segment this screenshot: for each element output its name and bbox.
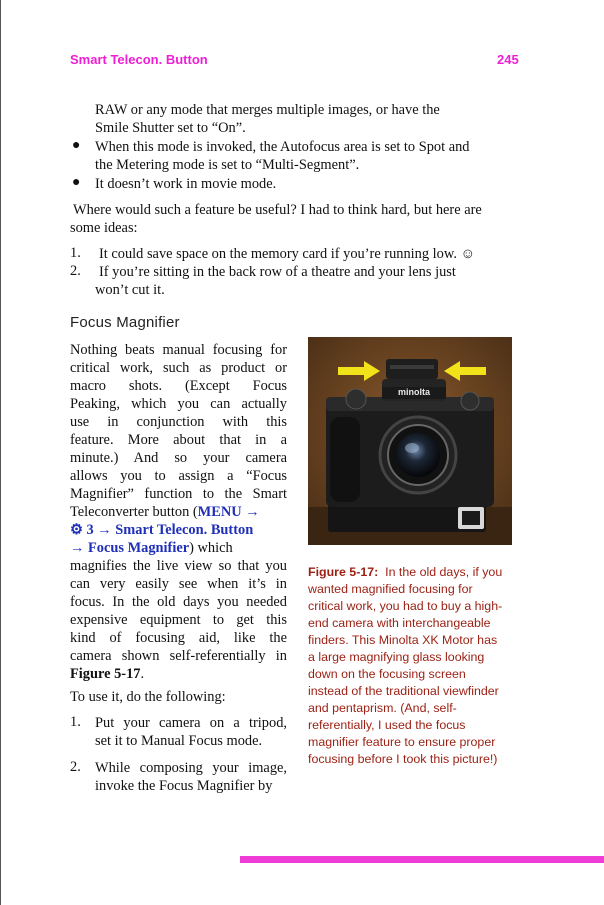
caption-line: critical work, you had to buy a high- <box>308 599 503 613</box>
body-text: ) which <box>189 540 233 556</box>
figure-caption <box>308 564 518 768</box>
body-text: . <box>140 666 145 682</box>
step1-number: 1. <box>70 714 81 730</box>
step2-number: 2. <box>70 759 81 775</box>
body-line: Peaking, which you can actually <box>70 396 287 412</box>
figure-reference-line <box>70 665 287 683</box>
bullet-dot: ● <box>72 175 81 190</box>
body-line: focus. In the old days you needed <box>70 594 287 610</box>
to-use-intro: To use it, do the following: <box>70 689 226 705</box>
menu-path-setting: ⚙ 3 → Smart Telecon. Button <box>70 522 254 538</box>
bullet3-text: It doesn’t work in movie mode. <box>95 176 277 192</box>
paragraph-line2: some ideas: <box>70 220 138 236</box>
body-line: feature. More about that in a <box>70 432 287 448</box>
caption-line: a large magnifying glass looking <box>308 650 485 664</box>
caption-line: down on the focusing screen <box>308 667 466 681</box>
step1-line1: Put your camera on a tripod, <box>95 715 287 731</box>
body-line-with-menu <box>70 503 287 521</box>
step1-line2: set it to Manual Focus mode. <box>95 733 263 749</box>
camera-brand-text: minolta <box>397 387 431 397</box>
body-line: use in conjunction with this <box>70 414 287 430</box>
step2-line2: invoke the Focus Magnifier by <box>95 778 273 794</box>
body-line: Nothing beats manual focusing for <box>70 342 287 358</box>
body-line: allows you to assign a “Focus <box>70 468 287 484</box>
body-line: magnifies the live view so that you <box>70 558 287 574</box>
caption-line: magnifier feature to ensure proper <box>308 735 496 749</box>
body-line: critical work, such as product or <box>70 360 287 376</box>
camera-illustration <box>308 337 512 545</box>
section-heading: Focus Magnifier <box>70 314 180 331</box>
body-line: minute.) And so your camera <box>70 450 287 466</box>
caption-line: end camera with interchangeable <box>308 616 491 630</box>
idea2-line2: won’t cut it. <box>95 282 165 298</box>
idea2-number: 2. <box>70 263 81 279</box>
idea2-line1: If you’re sitting in the back row of a theatre and your lens just <box>99 264 456 280</box>
menu-path-start: MENU → <box>197 504 260 520</box>
caption-label: Figure 5-17: <box>308 565 379 579</box>
caption-line: and pentaprism. (And, self- <box>308 701 457 715</box>
page-number: 245 <box>497 52 519 67</box>
page-edge-line <box>0 0 1 905</box>
step2-line1: While composing your image, <box>95 760 287 776</box>
idea1-text: It could save space on the memory card if you’re running low. ☺ <box>99 246 476 262</box>
bullet1-continuation-line1: RAW or any mode that merges multiple images, or have the <box>95 102 440 118</box>
body-line: camera shown self-referentially in <box>70 648 287 664</box>
caption-line: finders. This Minolta XK Motor has <box>308 633 498 647</box>
running-header-title: Smart Telecon. Button <box>70 52 208 67</box>
figure-photo-camera <box>308 337 512 545</box>
bullet2-line1: When this mode is invoked, the Autofocus area is set to Spot and <box>95 139 470 155</box>
bullet1-continuation-line2: Smile Shutter set to “On”. <box>95 120 246 136</box>
bullet2-line2: the Metering mode is set to “Multi-Segment”. <box>95 157 360 173</box>
caption-line: focusing before I took this picture!) <box>308 752 498 766</box>
figure-reference: Figure 5-17 <box>70 666 141 682</box>
footer-accent-bar <box>240 856 604 863</box>
paragraph-line1: Where would such a feature be useful? I had to think hard, but here are <box>73 202 482 218</box>
caption-line: referentially, I used the focus <box>308 718 466 732</box>
body-line: expensive equipment to get this <box>70 612 287 628</box>
idea1-number: 1. <box>70 245 81 261</box>
body-line: can very easily see when it’s in <box>70 576 287 592</box>
bullet-dot: ● <box>72 138 81 153</box>
body-text: Teleconverter button ( <box>70 504 198 520</box>
body-line: kind of focusing aid, like the <box>70 630 287 646</box>
body-line-with-menu <box>70 539 287 557</box>
caption-line: wanted magnified focusing for <box>308 582 473 596</box>
body-line: Magnifier” function to the Smart <box>70 486 287 502</box>
menu-path-end: → Focus Magnifier <box>70 540 190 556</box>
body-line: macro shots. (Except Focus <box>70 378 287 394</box>
caption-line: In the old days, if you <box>385 565 503 579</box>
caption-line: instead of the traditional viewfinder <box>308 684 499 698</box>
